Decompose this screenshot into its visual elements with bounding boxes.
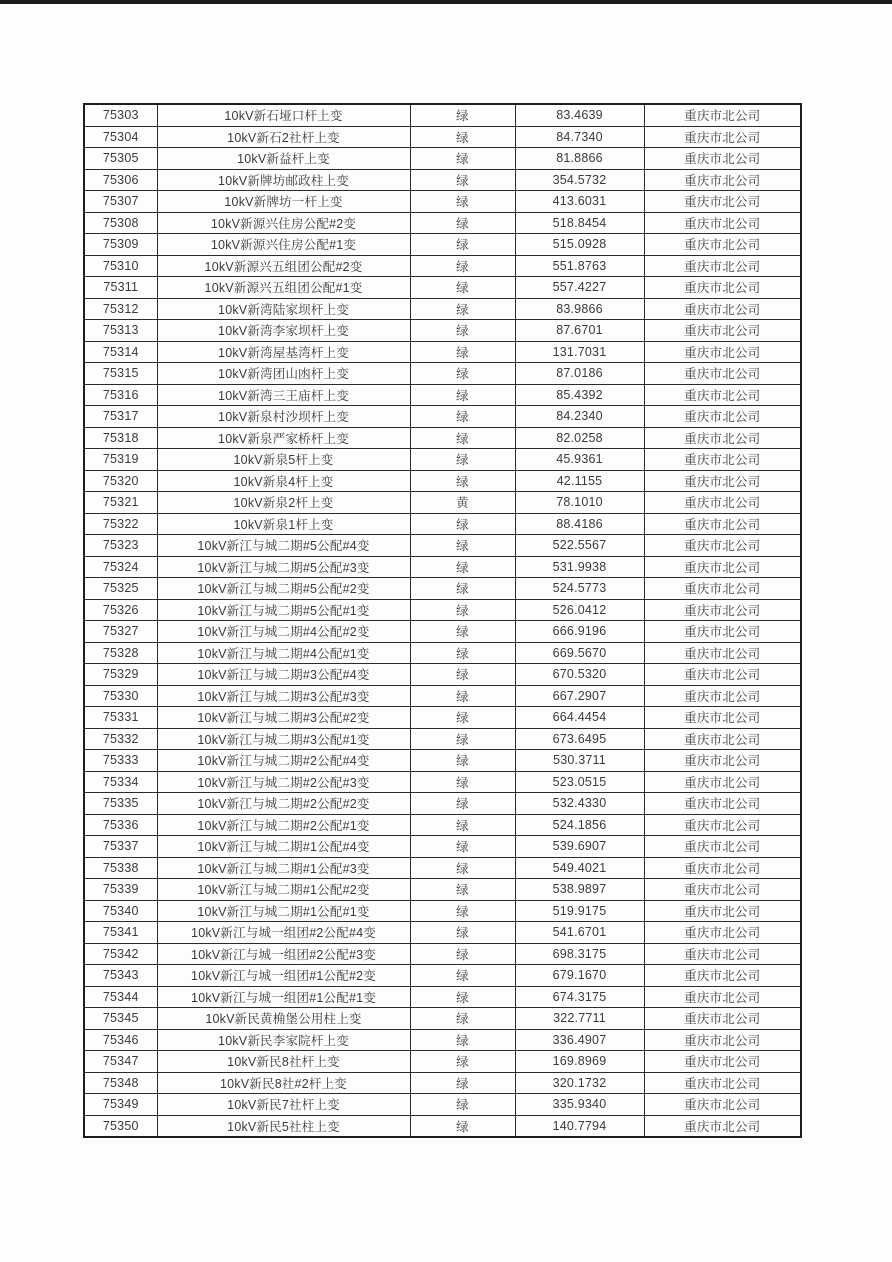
cell-name: 10kV新江与城二期#5公配#3变 <box>157 556 410 578</box>
cell-company: 重庆市北公司 <box>644 212 801 234</box>
cell-value: 335.9340 <box>515 1094 644 1116</box>
cell-value: 549.4021 <box>515 857 644 879</box>
cell-value: 538.9897 <box>515 879 644 901</box>
cell-name: 10kV新江与城二期#2公配#4变 <box>157 750 410 772</box>
cell-name: 10kV新江与城二期#4公配#2变 <box>157 621 410 643</box>
cell-value: 666.9196 <box>515 621 644 643</box>
cell-status: 绿 <box>410 1072 515 1094</box>
cell-status: 绿 <box>410 212 515 234</box>
table-row <box>84 943 801 965</box>
cell-name: 10kV新江与城一组团#1公配#2变 <box>157 965 410 987</box>
cell-id: 75330 <box>84 685 157 707</box>
cell-name: 10kV新民8社#2杆上变 <box>157 1072 410 1094</box>
cell-name: 10kV新湾陆家坝杆上变 <box>157 298 410 320</box>
table-row <box>84 707 801 729</box>
cell-company: 重庆市北公司 <box>644 621 801 643</box>
cell-id: 75341 <box>84 922 157 944</box>
table-row <box>84 685 801 707</box>
table-row <box>84 599 801 621</box>
cell-company: 重庆市北公司 <box>644 104 801 126</box>
cell-id: 75327 <box>84 621 157 643</box>
cell-name: 10kV新江与城二期#3公配#3变 <box>157 685 410 707</box>
cell-status: 绿 <box>410 535 515 557</box>
cell-value: 551.8763 <box>515 255 644 277</box>
cell-id: 75321 <box>84 492 157 514</box>
cell-value: 539.6907 <box>515 836 644 858</box>
cell-value: 83.9866 <box>515 298 644 320</box>
table-row <box>84 836 801 858</box>
cell-name: 10kV新牌坊一杆上变 <box>157 191 410 213</box>
cell-company: 重庆市北公司 <box>644 664 801 686</box>
transformer-table <box>83 103 802 1138</box>
cell-value: 87.0186 <box>515 363 644 385</box>
cell-status: 绿 <box>410 320 515 342</box>
cell-id: 75349 <box>84 1094 157 1116</box>
cell-status: 绿 <box>410 556 515 578</box>
cell-id: 75328 <box>84 642 157 664</box>
table-row <box>84 728 801 750</box>
cell-company: 重庆市北公司 <box>644 449 801 471</box>
cell-value: 541.6701 <box>515 922 644 944</box>
cell-name: 10kV新石垭口杆上变 <box>157 104 410 126</box>
cell-id: 75334 <box>84 771 157 793</box>
table-row <box>84 449 801 471</box>
cell-status: 绿 <box>410 341 515 363</box>
cell-status: 绿 <box>410 879 515 901</box>
cell-name: 10kV新牌坊邮政柱上变 <box>157 169 410 191</box>
cell-value: 320.1732 <box>515 1072 644 1094</box>
cell-name: 10kV新江与城二期#1公配#4变 <box>157 836 410 858</box>
cell-id: 75348 <box>84 1072 157 1094</box>
cell-value: 519.9175 <box>515 900 644 922</box>
cell-id: 75304 <box>84 126 157 148</box>
cell-status: 绿 <box>410 599 515 621</box>
cell-id: 75346 <box>84 1029 157 1051</box>
cell-company: 重庆市北公司 <box>644 341 801 363</box>
cell-id: 75326 <box>84 599 157 621</box>
cell-name: 10kV新源兴住房公配#1变 <box>157 234 410 256</box>
cell-id: 75335 <box>84 793 157 815</box>
cell-name: 10kV新湾团山凼杆上变 <box>157 363 410 385</box>
cell-name: 10kV新民5社柱上变 <box>157 1115 410 1137</box>
cell-company: 重庆市北公司 <box>644 578 801 600</box>
cell-value: 530.3711 <box>515 750 644 772</box>
cell-status: 绿 <box>410 1094 515 1116</box>
cell-value: 84.2340 <box>515 406 644 428</box>
cell-value: 669.5670 <box>515 642 644 664</box>
cell-status: 绿 <box>410 126 515 148</box>
cell-id: 75333 <box>84 750 157 772</box>
cell-name: 10kV新石2社杆上变 <box>157 126 410 148</box>
cell-name: 10kV新益杆上变 <box>157 148 410 170</box>
cell-status: 绿 <box>410 664 515 686</box>
cell-id: 75345 <box>84 1008 157 1030</box>
cell-company: 重庆市北公司 <box>644 642 801 664</box>
cell-value: 518.8454 <box>515 212 644 234</box>
cell-value: 85.4392 <box>515 384 644 406</box>
cell-name: 10kV新湾屋基湾杆上变 <box>157 341 410 363</box>
cell-status: 绿 <box>410 750 515 772</box>
cell-status: 绿 <box>410 104 515 126</box>
cell-status: 绿 <box>410 986 515 1008</box>
cell-name: 10kV新泉1杆上变 <box>157 513 410 535</box>
cell-value: 532.4330 <box>515 793 644 815</box>
table-row <box>84 384 801 406</box>
cell-company: 重庆市北公司 <box>644 1008 801 1030</box>
cell-company: 重庆市北公司 <box>644 1115 801 1137</box>
table-row <box>84 255 801 277</box>
cell-id: 75313 <box>84 320 157 342</box>
cell-id: 75311 <box>84 277 157 299</box>
cell-company: 重庆市北公司 <box>644 857 801 879</box>
cell-value: 84.7340 <box>515 126 644 148</box>
cell-value: 526.0412 <box>515 599 644 621</box>
cell-id: 75331 <box>84 707 157 729</box>
cell-id: 75303 <box>84 104 157 126</box>
cell-name: 10kV新江与城二期#2公配#3变 <box>157 771 410 793</box>
cell-status: 绿 <box>410 707 515 729</box>
cell-value: 524.5773 <box>515 578 644 600</box>
cell-company: 重庆市北公司 <box>644 900 801 922</box>
cell-value: 522.5567 <box>515 535 644 557</box>
table-row <box>84 427 801 449</box>
cell-value: 413.6031 <box>515 191 644 213</box>
table-row <box>84 492 801 514</box>
cell-id: 75343 <box>84 965 157 987</box>
cell-id: 75306 <box>84 169 157 191</box>
cell-id: 75308 <box>84 212 157 234</box>
cell-id: 75319 <box>84 449 157 471</box>
cell-status: 绿 <box>410 277 515 299</box>
cell-id: 75350 <box>84 1115 157 1137</box>
cell-name: 10kV新江与城二期#5公配#4变 <box>157 535 410 557</box>
cell-id: 75324 <box>84 556 157 578</box>
cell-value: 673.6495 <box>515 728 644 750</box>
cell-id: 75314 <box>84 341 157 363</box>
cell-value: 523.0515 <box>515 771 644 793</box>
table-row <box>84 234 801 256</box>
cell-name: 10kV新民李家院杆上变 <box>157 1029 410 1051</box>
cell-status: 绿 <box>410 513 515 535</box>
table-row <box>84 277 801 299</box>
cell-id: 75312 <box>84 298 157 320</box>
table-row <box>84 470 801 492</box>
cell-status: 绿 <box>410 234 515 256</box>
cell-company: 重庆市北公司 <box>644 492 801 514</box>
cell-company: 重庆市北公司 <box>644 234 801 256</box>
cell-name: 10kV新江与城二期#1公配#2变 <box>157 879 410 901</box>
table-row <box>84 320 801 342</box>
cell-status: 绿 <box>410 449 515 471</box>
cell-name: 10kV新泉4杆上变 <box>157 470 410 492</box>
cell-name: 10kV新江与城二期#4公配#1变 <box>157 642 410 664</box>
cell-id: 75347 <box>84 1051 157 1073</box>
cell-company: 重庆市北公司 <box>644 255 801 277</box>
cell-id: 75317 <box>84 406 157 428</box>
table-row <box>84 212 801 234</box>
cell-company: 重庆市北公司 <box>644 363 801 385</box>
cell-value: 82.0258 <box>515 427 644 449</box>
cell-company: 重庆市北公司 <box>644 879 801 901</box>
table-row <box>84 126 801 148</box>
cell-status: 绿 <box>410 621 515 643</box>
cell-name: 10kV新民黄桷堡公用柱上变 <box>157 1008 410 1030</box>
cell-status: 绿 <box>410 169 515 191</box>
cell-id: 75325 <box>84 578 157 600</box>
cell-status: 绿 <box>410 470 515 492</box>
top-edge-bar <box>0 0 892 4</box>
cell-company: 重庆市北公司 <box>644 922 801 944</box>
cell-name: 10kV新民7社杆上变 <box>157 1094 410 1116</box>
cell-id: 75344 <box>84 986 157 1008</box>
cell-id: 75323 <box>84 535 157 557</box>
table-row <box>84 664 801 686</box>
table-row <box>84 621 801 643</box>
cell-name: 10kV新泉严家桥杆上变 <box>157 427 410 449</box>
cell-company: 重庆市北公司 <box>644 169 801 191</box>
cell-id: 75340 <box>84 900 157 922</box>
cell-name: 10kV新民8社杆上变 <box>157 1051 410 1073</box>
cell-status: 绿 <box>410 685 515 707</box>
cell-company: 重庆市北公司 <box>644 943 801 965</box>
cell-status: 绿 <box>410 965 515 987</box>
cell-status: 绿 <box>410 148 515 170</box>
cell-name: 10kV新源兴住房公配#2变 <box>157 212 410 234</box>
cell-value: 354.5732 <box>515 169 644 191</box>
cell-status: 绿 <box>410 1029 515 1051</box>
table-row <box>84 1094 801 1116</box>
cell-status: 绿 <box>410 1115 515 1137</box>
cell-id: 75305 <box>84 148 157 170</box>
cell-company: 重庆市北公司 <box>644 793 801 815</box>
table-row <box>84 922 801 944</box>
cell-value: 336.4907 <box>515 1029 644 1051</box>
cell-value: 524.1856 <box>515 814 644 836</box>
cell-company: 重庆市北公司 <box>644 1094 801 1116</box>
cell-status: 绿 <box>410 922 515 944</box>
cell-company: 重庆市北公司 <box>644 470 801 492</box>
cell-company: 重庆市北公司 <box>644 750 801 772</box>
cell-company: 重庆市北公司 <box>644 320 801 342</box>
cell-id: 75342 <box>84 943 157 965</box>
cell-status: 绿 <box>410 578 515 600</box>
table-row <box>84 556 801 578</box>
cell-name: 10kV新江与城二期#3公配#2变 <box>157 707 410 729</box>
cell-status: 绿 <box>410 814 515 836</box>
cell-id: 75316 <box>84 384 157 406</box>
table-row <box>84 965 801 987</box>
cell-status: 绿 <box>410 900 515 922</box>
cell-name: 10kV新江与城一组团#1公配#1变 <box>157 986 410 1008</box>
cell-value: 557.4227 <box>515 277 644 299</box>
table-row <box>84 771 801 793</box>
cell-id: 75309 <box>84 234 157 256</box>
cell-name: 10kV新江与城二期#2公配#1变 <box>157 814 410 836</box>
cell-id: 75329 <box>84 664 157 686</box>
table-row <box>84 513 801 535</box>
table-row <box>84 535 801 557</box>
cell-company: 重庆市北公司 <box>644 191 801 213</box>
table-row <box>84 341 801 363</box>
cell-name: 10kV新江与城二期#5公配#1变 <box>157 599 410 621</box>
cell-value: 81.8866 <box>515 148 644 170</box>
cell-status: 绿 <box>410 771 515 793</box>
cell-status: 绿 <box>410 406 515 428</box>
cell-name: 10kV新江与城二期#2公配#2变 <box>157 793 410 815</box>
cell-company: 重庆市北公司 <box>644 814 801 836</box>
cell-status: 绿 <box>410 836 515 858</box>
cell-value: 83.4639 <box>515 104 644 126</box>
cell-company: 重庆市北公司 <box>644 685 801 707</box>
table-row <box>84 900 801 922</box>
cell-status: 绿 <box>410 298 515 320</box>
table-row <box>84 793 801 815</box>
cell-name: 10kV新江与城二期#1公配#1变 <box>157 900 410 922</box>
cell-value: 45.9361 <box>515 449 644 471</box>
cell-company: 重庆市北公司 <box>644 707 801 729</box>
table-row <box>84 857 801 879</box>
cell-status: 黄 <box>410 492 515 514</box>
cell-status: 绿 <box>410 728 515 750</box>
cell-name: 10kV新湾三王庙杆上变 <box>157 384 410 406</box>
cell-value: 531.9938 <box>515 556 644 578</box>
cell-company: 重庆市北公司 <box>644 965 801 987</box>
cell-company: 重庆市北公司 <box>644 1051 801 1073</box>
cell-company: 重庆市北公司 <box>644 126 801 148</box>
cell-value: 670.5320 <box>515 664 644 686</box>
cell-name: 10kV新江与城二期#3公配#4变 <box>157 664 410 686</box>
cell-name: 10kV新湾李家坝杆上变 <box>157 320 410 342</box>
table-row <box>84 1008 801 1030</box>
cell-company: 重庆市北公司 <box>644 535 801 557</box>
cell-status: 绿 <box>410 255 515 277</box>
cell-name: 10kV新泉村沙坝杆上变 <box>157 406 410 428</box>
cell-id: 75338 <box>84 857 157 879</box>
cell-id: 75315 <box>84 363 157 385</box>
cell-company: 重庆市北公司 <box>644 556 801 578</box>
cell-name: 10kV新源兴五组团公配#1变 <box>157 277 410 299</box>
cell-status: 绿 <box>410 793 515 815</box>
cell-company: 重庆市北公司 <box>644 771 801 793</box>
cell-id: 75320 <box>84 470 157 492</box>
transformer-table-body <box>84 104 801 1137</box>
cell-status: 绿 <box>410 363 515 385</box>
cell-company: 重庆市北公司 <box>644 298 801 320</box>
cell-status: 绿 <box>410 642 515 664</box>
table-row <box>84 363 801 385</box>
table-row <box>84 406 801 428</box>
cell-value: 78.1010 <box>515 492 644 514</box>
table-row <box>84 578 801 600</box>
cell-status: 绿 <box>410 943 515 965</box>
cell-id: 75310 <box>84 255 157 277</box>
cell-id: 75318 <box>84 427 157 449</box>
cell-company: 重庆市北公司 <box>644 599 801 621</box>
cell-status: 绿 <box>410 857 515 879</box>
cell-status: 绿 <box>410 384 515 406</box>
cell-value: 664.4454 <box>515 707 644 729</box>
cell-value: 88.4186 <box>515 513 644 535</box>
table-row <box>84 1072 801 1094</box>
cell-id: 75336 <box>84 814 157 836</box>
table-row <box>84 1051 801 1073</box>
cell-name: 10kV新源兴五组团公配#2变 <box>157 255 410 277</box>
cell-company: 重庆市北公司 <box>644 406 801 428</box>
cell-status: 绿 <box>410 427 515 449</box>
cell-id: 75339 <box>84 879 157 901</box>
cell-id: 75322 <box>84 513 157 535</box>
cell-id: 75337 <box>84 836 157 858</box>
table-row <box>84 1029 801 1051</box>
cell-value: 322.7711 <box>515 1008 644 1030</box>
cell-company: 重庆市北公司 <box>644 836 801 858</box>
cell-value: 698.3175 <box>515 943 644 965</box>
cell-company: 重庆市北公司 <box>644 384 801 406</box>
table-row <box>84 169 801 191</box>
table-row <box>84 1115 801 1137</box>
cell-name: 10kV新江与城二期#3公配#1变 <box>157 728 410 750</box>
cell-value: 169.8969 <box>515 1051 644 1073</box>
cell-company: 重庆市北公司 <box>644 513 801 535</box>
cell-company: 重庆市北公司 <box>644 148 801 170</box>
cell-value: 131.7031 <box>515 341 644 363</box>
cell-company: 重庆市北公司 <box>644 1029 801 1051</box>
cell-name: 10kV新泉2杆上变 <box>157 492 410 514</box>
table-row <box>84 104 801 126</box>
cell-value: 674.3175 <box>515 986 644 1008</box>
table-row <box>84 879 801 901</box>
cell-status: 绿 <box>410 1008 515 1030</box>
cell-status: 绿 <box>410 1051 515 1073</box>
cell-value: 515.0928 <box>515 234 644 256</box>
cell-company: 重庆市北公司 <box>644 1072 801 1094</box>
cell-value: 140.7794 <box>515 1115 644 1137</box>
cell-value: 87.6701 <box>515 320 644 342</box>
cell-company: 重庆市北公司 <box>644 277 801 299</box>
cell-name: 10kV新江与城二期#1公配#3变 <box>157 857 410 879</box>
cell-company: 重庆市北公司 <box>644 986 801 1008</box>
cell-id: 75307 <box>84 191 157 213</box>
table-row <box>84 298 801 320</box>
table-row <box>84 986 801 1008</box>
cell-name: 10kV新泉5杆上变 <box>157 449 410 471</box>
cell-id: 75332 <box>84 728 157 750</box>
cell-value: 679.1670 <box>515 965 644 987</box>
cell-company: 重庆市北公司 <box>644 427 801 449</box>
cell-value: 42.1155 <box>515 470 644 492</box>
table-row <box>84 814 801 836</box>
cell-name: 10kV新江与城一组团#2公配#4变 <box>157 922 410 944</box>
cell-company: 重庆市北公司 <box>644 728 801 750</box>
cell-name: 10kV新江与城二期#5公配#2变 <box>157 578 410 600</box>
cell-name: 10kV新江与城一组团#2公配#3变 <box>157 943 410 965</box>
table-row <box>84 148 801 170</box>
cell-status: 绿 <box>410 191 515 213</box>
table-row <box>84 191 801 213</box>
table-row <box>84 642 801 664</box>
table-row <box>84 750 801 772</box>
cell-value: 667.2907 <box>515 685 644 707</box>
